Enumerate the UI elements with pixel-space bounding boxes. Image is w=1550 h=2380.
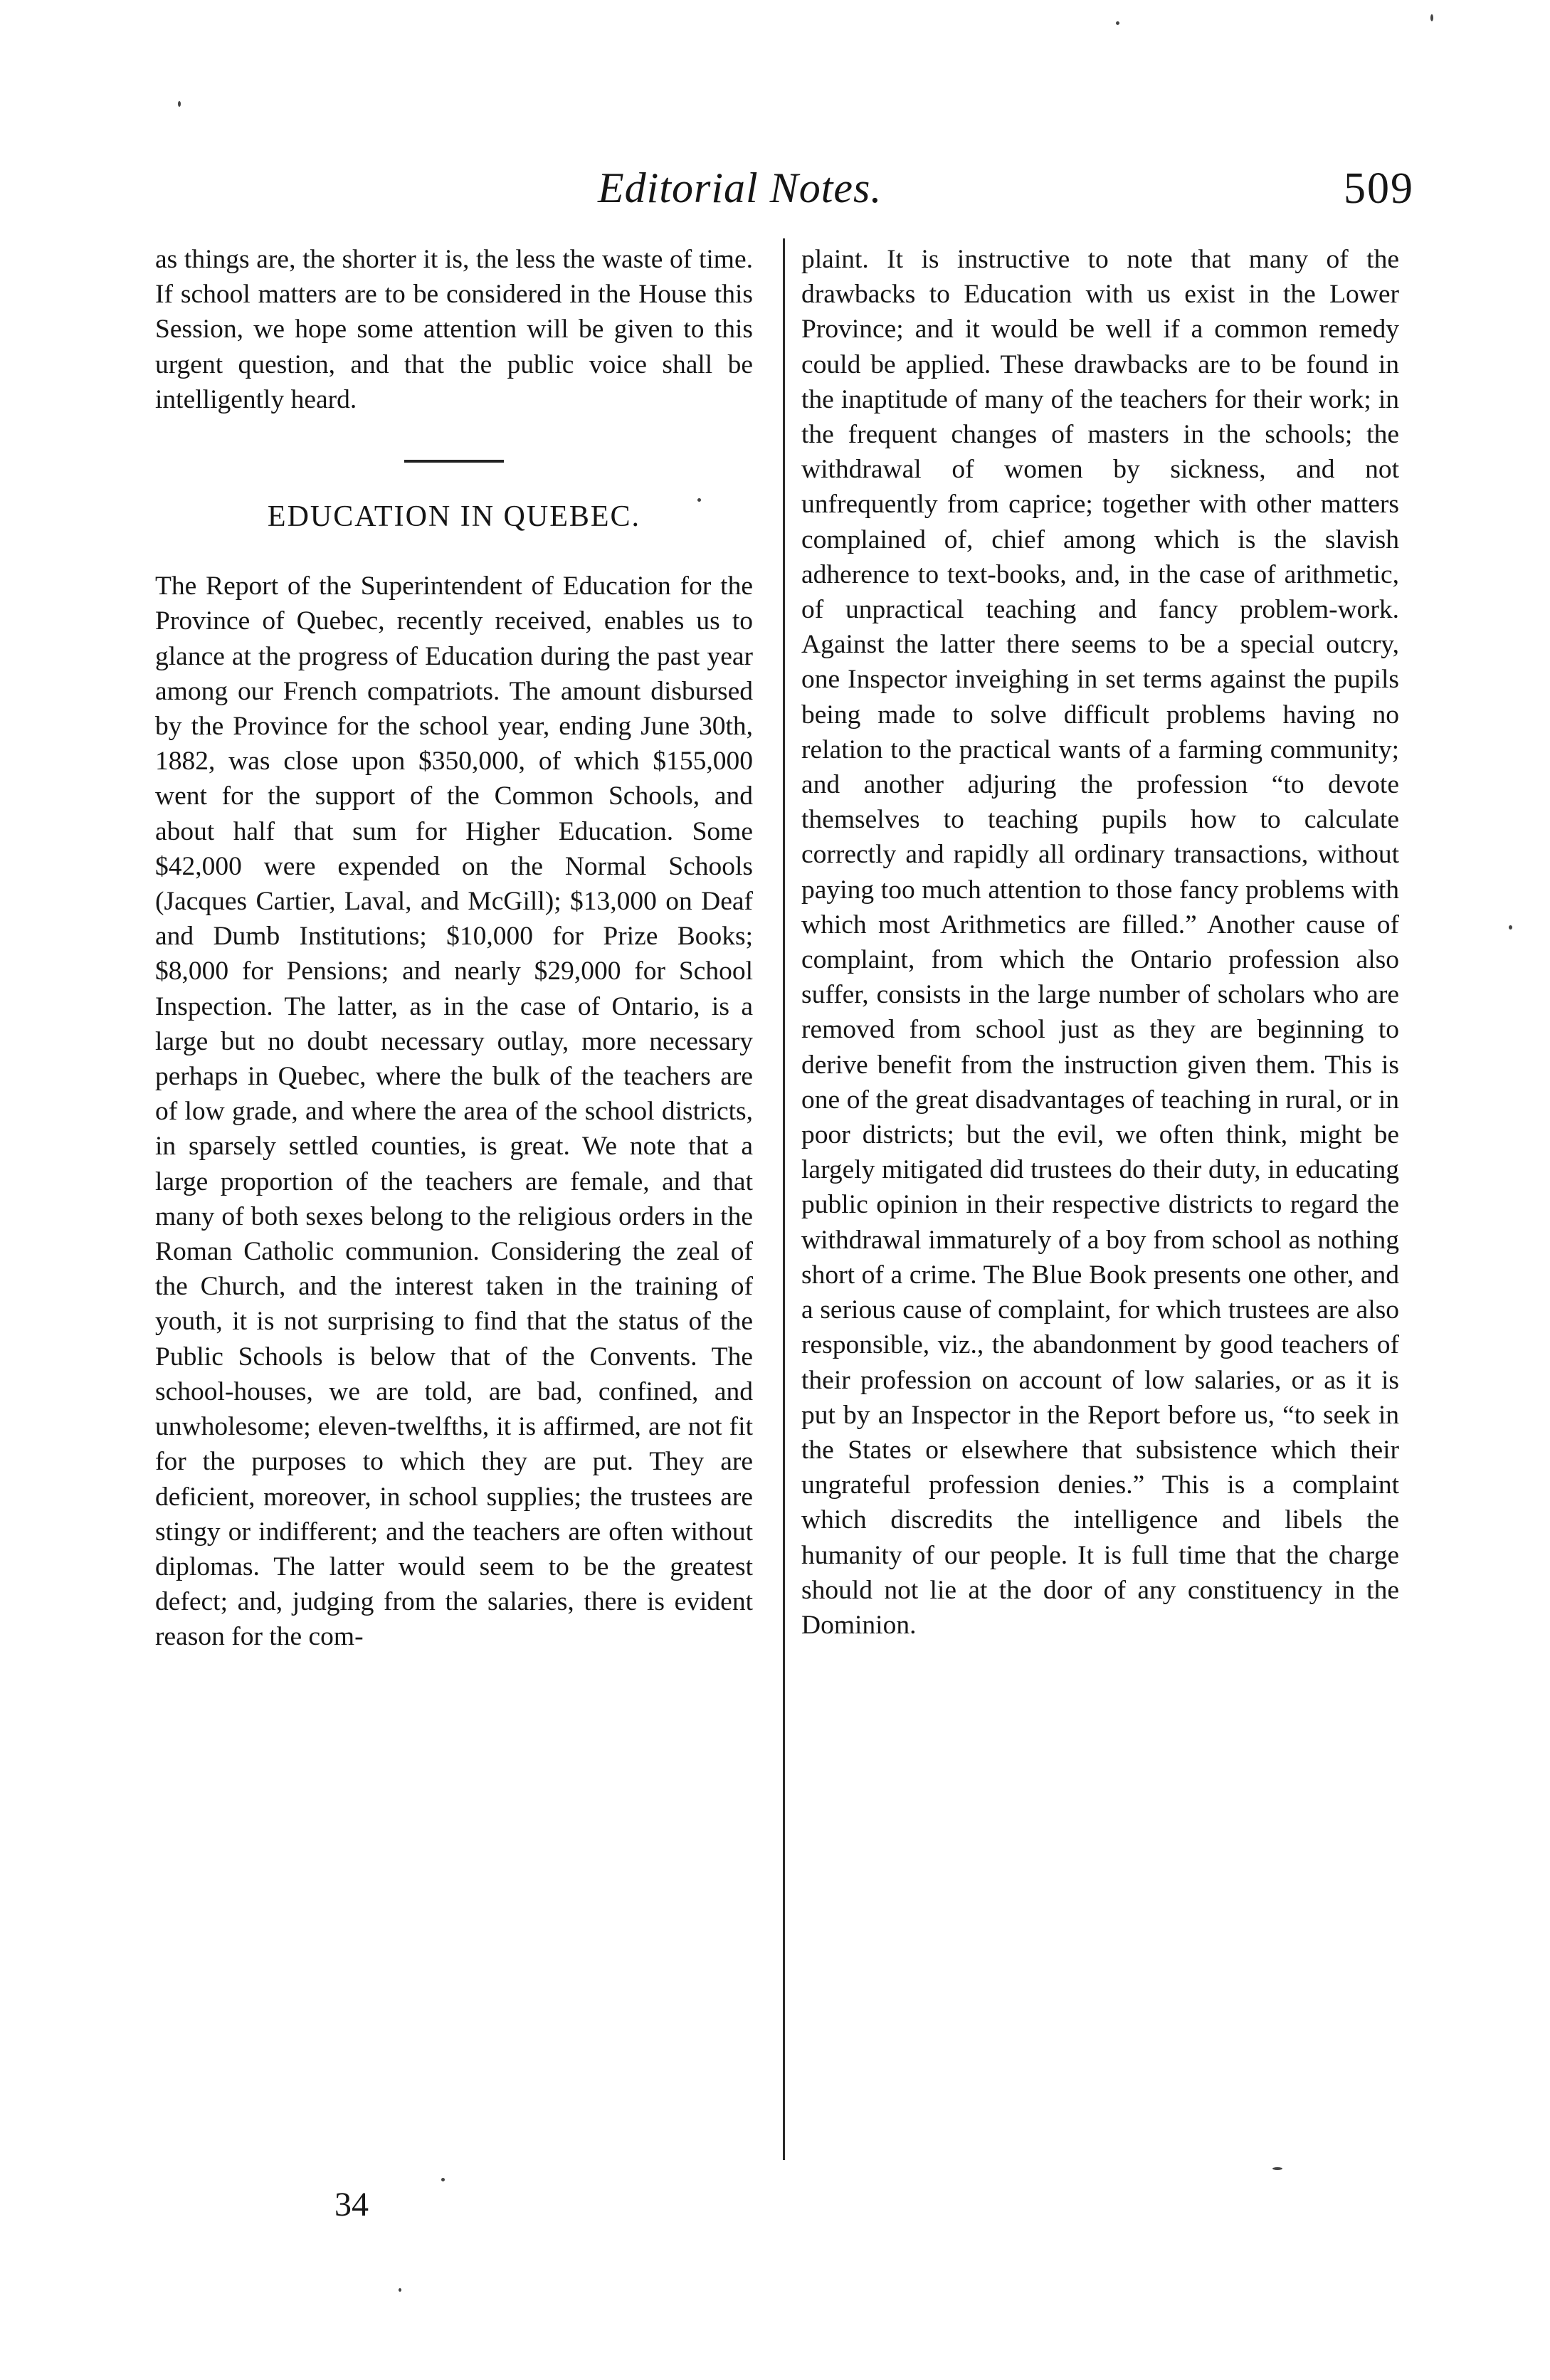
scan-speck — [178, 101, 181, 107]
scan-speck — [1430, 14, 1433, 21]
left-column — [155, 242, 753, 1655]
scan-speck — [1116, 21, 1119, 25]
left-paragraph-continuation: as things are, the shorter it is, the less the waste of time. If school matters are to be considered in the House this Session, we hope some attention will be given to this urgent question, and that the public voice shall be intelligently heard. — [155, 245, 753, 414]
right-column — [801, 242, 1399, 1643]
running-head-title: Editorial Notes. — [598, 164, 882, 211]
scan-speck — [399, 2288, 401, 2292]
right-paragraph: plaint. It is instructive to note that many of the drawbacks to Education with us exist in the Lower Province; and it would be well if a common remedy could be applied. These drawbacks are to be found in the inaptitude of many of the teachers for their work; in the frequent changes of masters in the schools; the withdrawal of women by sickness, and not unfrequently from caprice; together with other matters complained of, chief among which is the slavish adherence to text-books, and, in the case of arithmetic, of unpractical teaching and fancy problem-work. Against the latter there seems to be a special outcry, one Inspector inveighing in set terms against the pupils being made to solve difficult problems having no relation to the practical wants of a farming community; and another adjuring the profession “to devote themselves to teaching pupils how to calculate correctly and rapidly all ordinary transactions, without paying too much attention to those fancy problems with which most Arithmetics are filled.” Another cause of complaint, from which the Ontario profession also suffer, consists in the large number of scholars who are removed from school just as they are beginning to derive benefit from the instruction given them. This is one of the great disadvantages of teaching in rural, or in poor districts; but the evil, we often think, might be largely mitigated did trustees do their duty, in educating public opinion in their respective districts to regard the withdrawal immaturely of a boy from school as nothing short of a crime. The Blue Book presents one other, and a serious cause of complaint, for which trustees are also responsible, viz., the abandonment by good teachers of their profession on account of low salaries, or as it is put by an Inspector in the Report before us, “to seek in the States or elsewhere that subsistence which their ungrateful profession denies.” This is a complaint which discredits the intelligence and libels the humanity of our people. It is full time that the charge should not lie at the door of any constituency in the Dominion. — [801, 245, 1399, 1640]
column-divider — [783, 238, 785, 2160]
section-rule — [404, 460, 504, 463]
page-number: 509 — [1344, 164, 1414, 213]
scan-speck — [697, 498, 701, 502]
running-head — [0, 164, 1550, 228]
scan-speck — [1509, 925, 1512, 930]
scan-speck — [1272, 2167, 1282, 2170]
left-paragraph-report: The Report of the Superintendent of Education for the Province of Quebec, recently received, enables us to glance at the progress of Education during the past year among our French compatriots. The amount disbursed by the Province for the school year, ending June 30th, 1882, was close upon $350,000, of which $155,000 went for the support of the Common Schools, and about half that sum for Higher Education. Some $42,000 were expended on the Normal Schools (Jacques Cartier, Laval, and McGill); $13,000 on Deaf and Dumb Institutions; $10,000 for Prize Books; $8,000 for Pensions; and nearly $29,000 for School Inspection. The latter, as in the case of Ontario, is a large but no doubt necessary outlay, more necessary perhaps in Quebec, where the bulk of the teachers are of low grade, and where the area of the school districts, in sparsely settled counties, is great. We note that a large proportion of the teachers are female, and that many of both sexes belong to the religious orders in the Roman Catholic communion. Considering the zeal of the Church, and the interest taken in the training of youth, it is not surprising to find that the status of the Public Schools is below that of the Convents. The school-houses, we are told, are bad, confined, and unwholesome; eleven-twelfths, it is affirmed, are not fit for the purposes to which they are put. They are deficient, moreover, in school supplies; the trustees are stingy or indifferent; and the teachers are often without diplomas. The latter would seem to be the greatest defect; and, judging from the salaries, there is evident reason for the com- — [155, 572, 753, 1652]
scan-speck — [441, 2178, 445, 2181]
section-heading: EDUCATION IN QUEBEC. — [267, 500, 641, 534]
signature-mark: 34 — [334, 2186, 369, 2223]
